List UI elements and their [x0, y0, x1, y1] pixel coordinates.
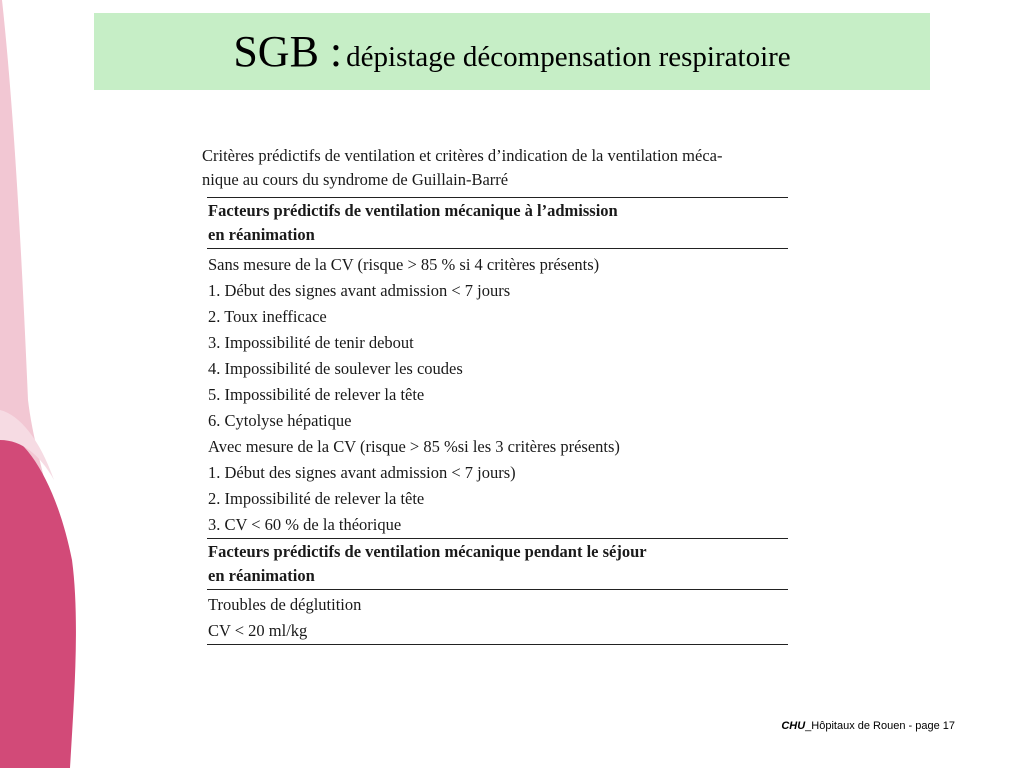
section-heading-line: Facteurs prédictifs de ventilation mécanique à l’admission [208, 201, 618, 220]
section-heading-line: en réanimation [208, 225, 315, 244]
section-heading-line: Facteurs prédictifs de ventilation mécanique pendant le séjour [208, 542, 647, 561]
table-row: 4. Impossibilité de soulever les coudes [208, 359, 463, 378]
table-row: 1. Début des signes avant admission < 7 jours) [208, 463, 516, 482]
title-subtitle: dépistage décompensation respiratoire [346, 40, 791, 73]
table-row: Avec mesure de la CV (risque > 85 %si les 3 critères présents) [208, 437, 620, 456]
dark-pink-wave [0, 430, 76, 768]
table-row: 6. Cytolyse hépatique [208, 411, 352, 430]
caption-line: Critères prédictifs de ventilation et critères d’indication de la ventilation méca- [202, 146, 723, 165]
table-row: 3. CV < 60 % de la théorique [208, 515, 402, 534]
table-row: 5. Impossibilité de relever la tête [208, 385, 425, 404]
criteria-table [202, 144, 788, 645]
section-heading-admission [202, 198, 788, 248]
slide-footer [781, 720, 955, 732]
title-bar [94, 13, 930, 90]
footer-brand: CHU [781, 720, 806, 732]
section-rows-admission [202, 249, 788, 538]
caption-line: nique au cours du syndrome de Guillain-Barré [202, 170, 509, 189]
section-heading-stay [202, 539, 788, 589]
footer-text: _Hôpitaux de Rouen - page 17 [805, 720, 955, 732]
section-heading-line: en réanimation [208, 566, 315, 585]
table-row: Sans mesure de la CV (risque > 85 % si 4 critères présents) [208, 255, 600, 274]
table-row: Troubles de déglutition [208, 595, 362, 614]
table-row: 3. Impossibilité de tenir debout [208, 333, 414, 352]
table-row: 2. Toux inefficace [208, 307, 327, 326]
decorative-side-waves [0, 0, 90, 768]
section-rows-stay [202, 590, 788, 644]
slide-title [233, 26, 791, 76]
table-rule [207, 644, 788, 645]
table-row: CV < 20 ml/kg [208, 621, 308, 640]
title-main: SGB : [233, 26, 343, 76]
table-row: 1. Début des signes avant admission < 7 jours [208, 281, 511, 300]
table-caption [202, 144, 786, 192]
table-row: 2. Impossibilité de relever la tête [208, 489, 425, 508]
